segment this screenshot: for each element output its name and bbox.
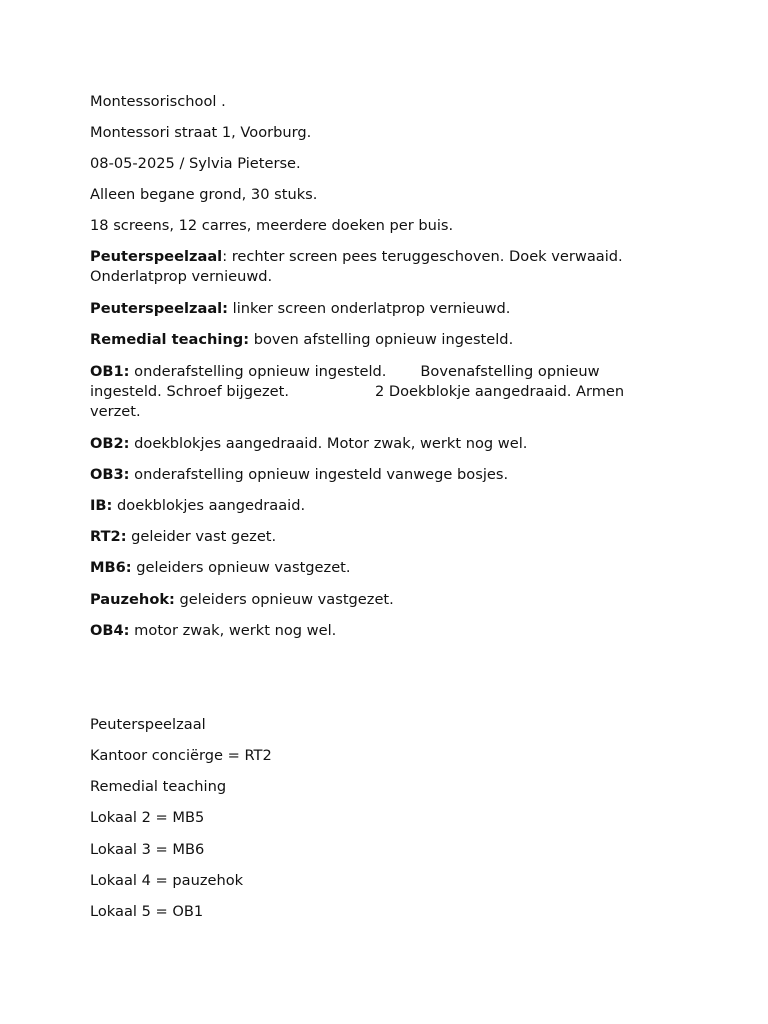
note-label: MB6: bbox=[90, 559, 132, 576]
room-list-item: Lokaal 5 = OB1 bbox=[90, 903, 204, 920]
note-peuterspeelzaal-1 bbox=[90, 247, 650, 287]
note-text: ingesteld. Schroef bijgezet. bbox=[90, 383, 289, 400]
note-text: : rechter screen pees teruggeschoven. Doek verwaaid. bbox=[222, 248, 623, 265]
room-list-item: Lokaal 4 = pauzehok bbox=[90, 872, 244, 889]
note-label: OB1: bbox=[90, 363, 130, 380]
note-text: onderafstelling opnieuw ingesteld. bbox=[129, 363, 387, 380]
school-name: Montessorischool . bbox=[90, 93, 226, 110]
room-list-item: Lokaal 3 = MB6 bbox=[90, 841, 205, 858]
note-label: OB2: bbox=[90, 435, 130, 452]
note-label: Peuterspeelzaal: bbox=[90, 300, 229, 317]
scope-line: Alleen begane grond, 30 stuks. bbox=[90, 186, 318, 203]
note-ib bbox=[90, 496, 650, 516]
note-rt2 bbox=[90, 527, 650, 547]
note-ob4 bbox=[90, 621, 650, 641]
note-remedial-teaching bbox=[90, 330, 650, 350]
note-label: RT2: bbox=[90, 528, 127, 545]
note-ob1 bbox=[90, 362, 650, 422]
note-label: Remedial teaching: bbox=[90, 331, 250, 348]
date-and-person: 08-05-2025 / Sylvia Pieterse. bbox=[90, 155, 301, 172]
room-list-item: Peuterspeelzaal bbox=[90, 716, 206, 733]
note-text: doekblokjes aangedraaid. bbox=[112, 497, 306, 514]
note-text: geleiders opnieuw vastgezet. bbox=[174, 591, 394, 608]
note-pauzehok bbox=[90, 590, 650, 610]
note-peuterspeelzaal-2 bbox=[90, 299, 650, 319]
room-list-item: Remedial teaching bbox=[90, 778, 227, 795]
note-ob2 bbox=[90, 434, 650, 454]
address: Montessori straat 1, Voorburg. bbox=[90, 124, 312, 141]
note-text: geleider vast gezet. bbox=[126, 528, 277, 545]
note-text: 2 Doekblokje aangedraaid. Armen bbox=[374, 383, 625, 400]
note-text: verzet. bbox=[90, 403, 141, 420]
note-text: Bovenafstelling opnieuw bbox=[420, 363, 600, 380]
note-text: motor zwak, werkt nog wel. bbox=[129, 622, 337, 639]
note-text: boven afstelling opnieuw ingesteld. bbox=[249, 331, 514, 348]
note-label: Pauzehok: bbox=[90, 591, 175, 608]
note-text-continued: Onderlatprop vernieuwd. bbox=[90, 268, 273, 285]
note-ob3 bbox=[90, 465, 650, 485]
note-label: OB4: bbox=[90, 622, 130, 639]
note-text: onderafstelling opnieuw ingesteld vanwege bosjes. bbox=[129, 466, 509, 483]
room-list-item: Lokaal 2 = MB5 bbox=[90, 809, 205, 826]
note-text: linker screen onderlatprop vernieuwd. bbox=[228, 300, 511, 317]
note-label: IB: bbox=[90, 497, 113, 514]
note-mb6 bbox=[90, 558, 650, 578]
note-text: geleiders opnieuw vastgezet. bbox=[131, 559, 351, 576]
note-label: OB3: bbox=[90, 466, 130, 483]
note-label: Peuterspeelzaal bbox=[90, 248, 223, 265]
counts-line: 18 screens, 12 carres, meerdere doeken per buis. bbox=[90, 217, 454, 234]
note-text: doekblokjes aangedraaid. Motor zwak, werkt nog wel. bbox=[129, 435, 528, 452]
room-list-item: Kantoor conciërge = RT2 bbox=[90, 747, 272, 764]
